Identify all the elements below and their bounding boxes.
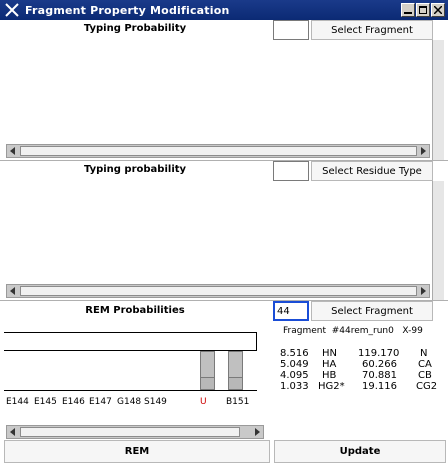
residue-type-panel <box>0 161 448 301</box>
maximize-icon[interactable] <box>416 3 430 17</box>
grid-line <box>4 390 257 391</box>
select-residue-type-button[interactable]: Select Residue Type <box>311 161 433 181</box>
proton-atom: HN <box>322 348 337 359</box>
residue-label[interactable]: B151 <box>226 397 250 407</box>
proton-shift: 8.516 <box>280 348 309 359</box>
heavy-shift: 19.116 <box>362 381 397 392</box>
rem-button[interactable]: REM <box>4 440 270 463</box>
fragment-header: Fragment #44rem_run0 X-99 <box>283 326 423 336</box>
residue-label[interactable]: E147 <box>89 397 112 407</box>
fragment-number-field[interactable]: 44 <box>273 301 309 321</box>
horizontal-scrollbar[interactable] <box>6 425 264 439</box>
grid-line <box>4 350 257 351</box>
heavy-shift: 119.170 <box>358 348 400 359</box>
scroll-right-icon[interactable] <box>417 145 429 157</box>
scroll-left-icon[interactable] <box>7 145 19 157</box>
shift-row <box>270 381 445 392</box>
proton-atom: HA <box>322 359 337 370</box>
scroll-right-icon[interactable] <box>417 285 429 297</box>
scroll-left-icon[interactable] <box>7 285 19 297</box>
proton-shift: 5.049 <box>280 359 309 370</box>
residue-label[interactable]: E146 <box>62 397 85 407</box>
proton-atom: HB <box>322 370 337 381</box>
update-button[interactable]: Update <box>274 440 446 463</box>
scroll-left-icon[interactable] <box>7 426 19 438</box>
shift-row <box>270 359 445 370</box>
heavy-atom: CG2 <box>416 381 438 392</box>
minimize-icon[interactable] <box>401 3 415 17</box>
chemical-shift-table <box>270 348 448 398</box>
probability-cell <box>228 377 243 390</box>
proton-shift: 1.033 <box>280 381 309 392</box>
window-title: Fragment Property Modification <box>25 3 230 17</box>
residue-label[interactable]: G148 <box>117 397 142 407</box>
shift-row <box>270 370 445 381</box>
scroll-right-icon[interactable] <box>251 426 263 438</box>
x-logo-icon <box>5 3 19 17</box>
proton-shift: 4.095 <box>280 370 309 381</box>
scroll-thumb[interactable] <box>20 146 417 156</box>
scroll-thumb[interactable] <box>20 286 417 296</box>
heavy-atom: CA <box>418 359 432 370</box>
residue-label-unknown[interactable]: U <box>200 397 207 407</box>
probability-cell <box>200 377 215 390</box>
vertical-scrollbar[interactable] <box>432 40 444 160</box>
grid-line <box>4 332 257 333</box>
proton-atom: HG2* <box>318 381 345 392</box>
select-fragment-button[interactable]: Select Fragment <box>311 20 433 40</box>
close-icon[interactable] <box>431 3 445 17</box>
horizontal-scrollbar[interactable] <box>6 284 430 298</box>
select-fragment-button[interactable]: Select Fragment <box>311 301 433 321</box>
typing-probability-panel <box>0 20 448 161</box>
panel-title: Typing probability <box>83 164 187 175</box>
panel-title: Typing Probability <box>83 23 187 34</box>
heavy-shift: 70.881 <box>362 370 397 381</box>
rem-probabilities-panel <box>0 301 448 440</box>
residue-field[interactable] <box>273 161 309 181</box>
residue-label[interactable]: E144 <box>6 397 29 407</box>
vertical-scrollbar[interactable] <box>432 181 444 300</box>
residue-label[interactable]: E145 <box>34 397 57 407</box>
heavy-atom: N <box>420 348 428 359</box>
panel-title: REM Probabilities <box>85 305 185 316</box>
horizontal-scrollbar[interactable] <box>6 144 430 158</box>
fragment-field[interactable] <box>273 20 309 40</box>
heavy-atom: CB <box>418 370 432 381</box>
scroll-thumb[interactable] <box>20 427 240 437</box>
residue-label[interactable]: S149 <box>144 397 167 407</box>
heavy-shift: 60.266 <box>362 359 397 370</box>
shift-row <box>270 348 445 359</box>
grid-line <box>256 332 257 351</box>
title-bar[interactable] <box>0 0 448 20</box>
